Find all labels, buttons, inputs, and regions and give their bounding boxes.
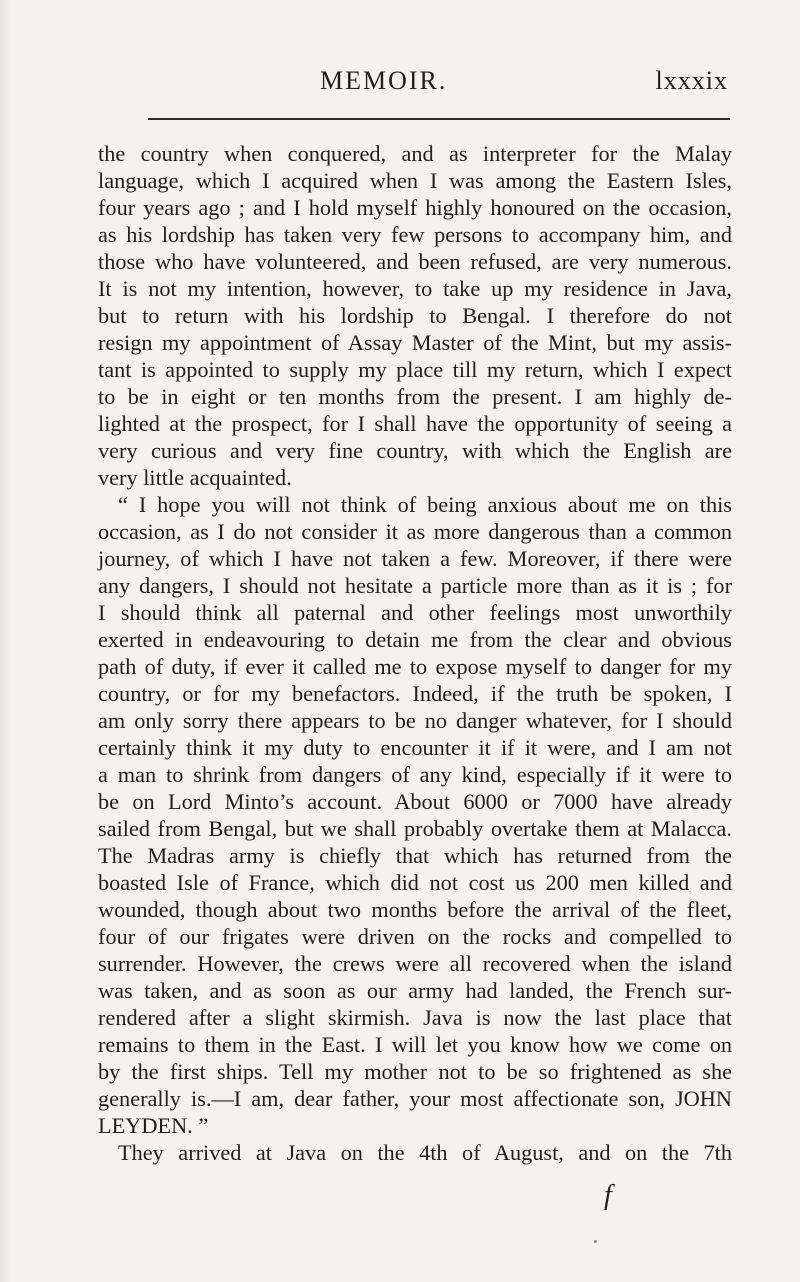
text-line: the country when conquered, and as interpreter for the Malay	[98, 141, 732, 166]
text-line: rendered after a slight skirmish. Java is now the last place that	[98, 1005, 732, 1030]
text-line: was taken, and as soon as our army had landed, the French sur-	[98, 978, 732, 1003]
text-line: a man to shrink from dangers of any kind, especially if it were to	[98, 762, 732, 787]
text-line: country, or for my benefactors. Indeed, if the truth be spoken, I	[98, 681, 732, 706]
text-line: path of duty, if ever it called me to expose myself to danger for my	[98, 654, 732, 679]
ink-speck	[594, 1240, 597, 1243]
text-line: by the first ships. Tell my mother not to be so frightened as she	[98, 1059, 732, 1084]
text-line: to be in eight or ten months from the present. I am highly de-	[98, 384, 732, 409]
text-line: four years ago ; and I hold myself highly honoured on the occasion,	[98, 195, 732, 220]
text-line: lighted at the prospect, for I shall have the opportunity of seeing a	[98, 411, 732, 436]
text-line: am only sorry there appears to be no danger whatever, for I should	[98, 708, 732, 733]
text-line: generally is.—I am, dear father, your most affectionate son, JOHN	[98, 1086, 732, 1111]
text-line: occasion, as I do not consider it as more dangerous than a common	[98, 519, 732, 544]
text-line: those who have volunteered, and been refused, are very numerous.	[98, 249, 732, 274]
text-line: sailed from Bengal, but we shall probably overtake them at Malacca.	[98, 816, 732, 841]
running-title: MEMOIR.	[320, 66, 448, 95]
text-line: The Madras army is chiefly that which has returned from the	[98, 843, 732, 868]
text-line: certainly think it my duty to encounter it if it were, and I am not	[98, 735, 732, 760]
text-line: It is not my intention, however, to take up my residence in Java,	[98, 276, 732, 301]
header-rule	[148, 118, 730, 120]
text-line: remains to them in the East. I will let you know how we come on	[98, 1032, 732, 1057]
text-line: be on Lord Minto’s account. About 6000 or 7000 have already	[98, 789, 732, 814]
text-line: four of our frigates were driven on the rocks and compelled to	[98, 924, 732, 949]
text-line: surrender. However, the crews were all recovered when the island	[98, 951, 732, 976]
text-line: tant is appointed to supply my place till my return, which I expect	[98, 357, 732, 382]
text-line: I should think all paternal and other feelings most unworthily	[98, 600, 732, 625]
text-line: boasted Isle of France, which did not cost us 200 men killed and	[98, 870, 732, 895]
text-line: very curious and very fine country, with which the English are	[98, 438, 732, 463]
text-line: exerted in endeavouring to detain me from the clear and obvious	[98, 627, 732, 652]
running-header	[148, 66, 728, 106]
text-line: journey, of which I have not taken a few. Moreover, if there were	[98, 546, 732, 571]
text-line: “ I hope you will not think of being anxious about me on this	[118, 492, 732, 517]
text-line: as his lordship has taken very few persons to accompany him, and	[98, 222, 732, 247]
page-number: lxxxix	[655, 66, 728, 95]
text-line: resign my appointment of Assay Master of the Mint, but my assis-	[98, 330, 732, 355]
text-line: very little acquainted.	[98, 465, 292, 490]
text-line: language, which I acquired when I was among the Eastern Isles,	[98, 168, 732, 193]
text-line: LEYDEN. ”	[98, 1113, 209, 1138]
text-line: but to return with his lordship to Bengal. I therefore do not	[98, 303, 732, 328]
page-binding-edge	[0, 0, 10, 1282]
text-line: They arrived at Java on the 4th of August, and on the 7th	[118, 1140, 732, 1165]
text-line: wounded, though about two months before the arrival of the fleet,	[98, 897, 732, 922]
catchword: f	[604, 1180, 612, 1211]
text-line: any dangers, I should not hesitate a particle more than as it is ; for	[98, 573, 732, 598]
body-text	[98, 140, 732, 1166]
